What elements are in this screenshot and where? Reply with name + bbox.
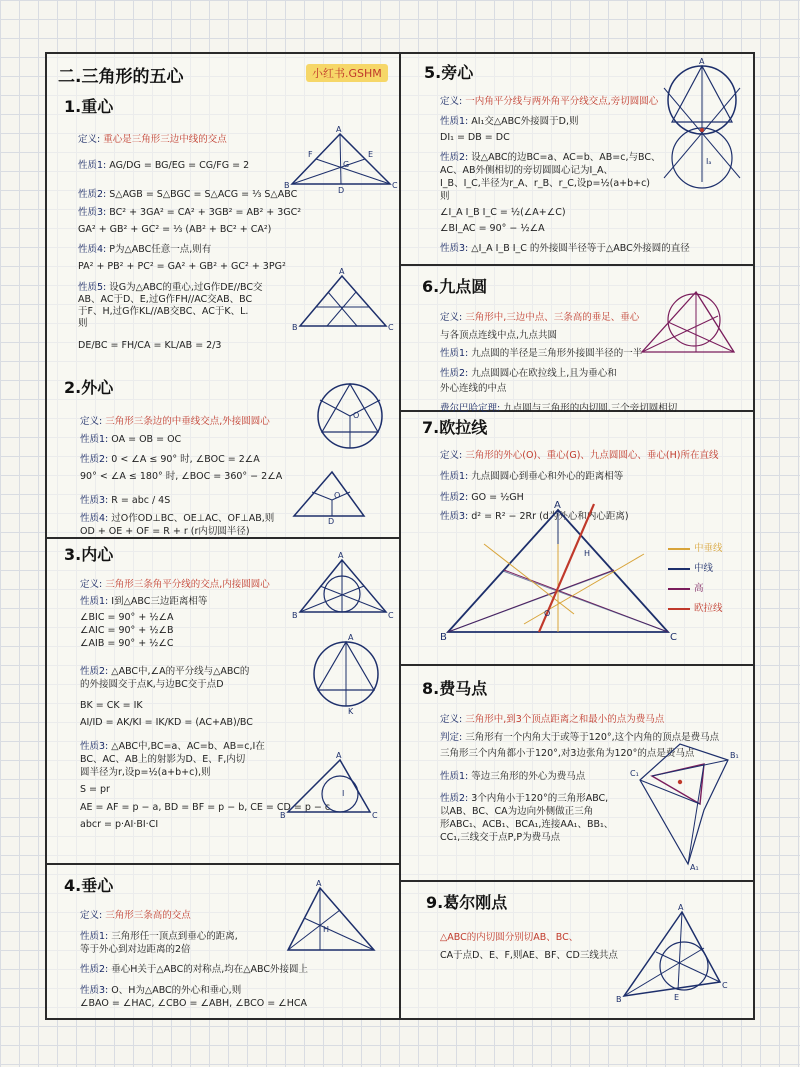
s5-line xyxy=(440,223,545,235)
s3-line xyxy=(80,819,158,831)
s6-line xyxy=(440,403,677,415)
svg-text:E: E xyxy=(368,150,374,159)
s3-line xyxy=(80,717,253,729)
s3-line xyxy=(80,700,143,712)
property-text: △ABC中,∠A的平分线与△ABC的 xyxy=(111,666,250,677)
property-text: AG/DG = BG/EG = CG/FG = 2 xyxy=(109,160,250,171)
property-text: 于F、H,过G作KL//AB交BC、AC于K、L. xyxy=(78,306,249,317)
property-text: 外心连线的中点 xyxy=(440,383,507,394)
s1-line xyxy=(78,294,252,306)
s4-line xyxy=(80,998,307,1010)
legend-item xyxy=(668,600,723,614)
property-text: 0 < ∠A ≤ 90° 时, ∠BOC = 2∠A xyxy=(111,454,260,465)
property-label: 性质3: xyxy=(440,243,472,254)
property-text: 的外接圆交于点K,与边BC交于点D xyxy=(80,679,224,690)
property-label: 性质2: xyxy=(80,964,112,975)
s3-line xyxy=(80,741,265,753)
property-text: OA = OB = OC xyxy=(111,434,182,445)
section-title-excenter: 5.旁心 xyxy=(424,63,474,82)
svg-text:A: A xyxy=(678,903,684,912)
gergonne-point-diagram xyxy=(616,903,730,1004)
property-label: 性质1: xyxy=(80,596,112,607)
s8-line xyxy=(440,714,665,726)
svg-text:O: O xyxy=(544,609,551,618)
s9-line xyxy=(440,950,618,962)
s6-line xyxy=(440,348,643,360)
incenter-tangent-diagram xyxy=(280,751,380,820)
s9-line xyxy=(440,932,578,944)
property-text: GO = ½GH xyxy=(471,492,524,503)
svg-text:C: C xyxy=(372,811,378,820)
property-text: 则 xyxy=(440,191,450,202)
property-text: CC₁,三线交于点P,P为费马点 xyxy=(440,832,561,843)
s2-line xyxy=(80,513,274,525)
s3-line xyxy=(80,802,331,814)
s1-line xyxy=(78,282,263,294)
section-title-centroid: 1.重心 xyxy=(64,97,114,116)
svg-text:H: H xyxy=(584,549,591,558)
circumcircle-diagram xyxy=(310,378,390,454)
svg-text:D: D xyxy=(338,186,345,195)
property-label: 性质2: xyxy=(80,666,112,677)
property-text: BC、AC、AB上的射影为D、E、F,内切 xyxy=(80,754,246,765)
property-label: 性质2: xyxy=(80,454,112,465)
property-label: 性质3: xyxy=(80,495,112,506)
svg-text:D: D xyxy=(328,517,335,526)
s4-line xyxy=(80,944,191,956)
s3-line xyxy=(80,679,224,691)
s3-line xyxy=(80,638,174,650)
legend-item xyxy=(668,540,723,554)
property-text: 九点圆的半径是三角形外接圆半径的一半 xyxy=(471,348,643,359)
property-label: 定义: xyxy=(440,450,466,461)
s1-line xyxy=(78,189,298,201)
property-text: DI₁ = DB = DC xyxy=(440,132,510,143)
property-text: 三角形三个内角都小于120°,对3边张角为120°的点是费马点 xyxy=(440,748,695,759)
legend-label: 中垂线 xyxy=(694,543,723,554)
s6-line xyxy=(440,330,557,342)
svg-text:F: F xyxy=(308,150,313,159)
property-text: AI/ID = AK/KI = IK/KD = (AC+AB)/BC xyxy=(80,717,253,728)
property-text: 三角形三条角平分线的交点,内接圆圆心 xyxy=(105,579,270,590)
property-label: 性质2: xyxy=(78,189,110,200)
property-label: 性质4: xyxy=(80,513,112,524)
property-label: 费尔巴哈定理: xyxy=(440,403,504,414)
s2-line xyxy=(80,471,282,483)
property-text: BC² + 3GA² = CA² + 3GB² = AB² + 3GC² xyxy=(109,207,302,218)
centroid-diagram xyxy=(284,125,398,195)
property-text: ∠BI_AC = 90° − ½∠A xyxy=(440,223,545,234)
s3-line xyxy=(80,767,211,779)
svg-text:E: E xyxy=(674,993,680,1002)
nine-point-circle-diagram xyxy=(638,286,738,358)
property-text: 以AB、BC、CA为边向外侧做正三角 xyxy=(440,806,594,817)
svg-text:C: C xyxy=(670,632,677,643)
svg-text:O: O xyxy=(353,411,360,420)
svg-text:C: C xyxy=(388,323,394,332)
property-text: I到△ABC三边距离相等 xyxy=(111,596,208,607)
svg-text:B: B xyxy=(292,323,298,332)
source-badge: 小红书.GSHM xyxy=(306,64,388,82)
section-title-gergonne-point: 9.葛尔刚点 xyxy=(426,893,508,912)
s7-line xyxy=(440,471,623,483)
s1-line xyxy=(78,318,88,330)
property-text: 三角形有一个内角大于或等于120°,这个内角的顶点是费马点 xyxy=(465,732,720,743)
property-label: 性质1: xyxy=(440,116,472,127)
property-text: 三角形中,三边中点、三条高的垂足、垂心 xyxy=(465,312,640,323)
svg-text:B: B xyxy=(280,811,286,820)
s5-line xyxy=(440,191,450,203)
property-text: 设G为△ABC的重心,过G作DE//BC交 xyxy=(109,282,263,293)
property-label: 性质1: xyxy=(80,931,112,942)
svg-text:A: A xyxy=(316,879,322,888)
s7-line xyxy=(440,492,524,504)
svg-text:A: A xyxy=(348,633,354,642)
section-title-circumcenter: 2.外心 xyxy=(64,378,114,397)
s5-line xyxy=(440,116,579,128)
property-text: d² = R² − 2Rr (d为外心和内心距离) xyxy=(471,511,629,522)
property-label: 性质2: xyxy=(440,492,472,503)
property-text: 三角形的外心(O)、重心(G)、九点圆圆心、垂心(H)所在直线 xyxy=(465,450,719,461)
property-label: 性质2: xyxy=(440,793,472,804)
s1-line xyxy=(78,340,221,352)
s8-line xyxy=(440,771,585,783)
property-text: △ABC的内切圆分别切AB、BC、 xyxy=(440,932,579,943)
s3-line xyxy=(80,579,270,591)
property-text: 九点圆圆心在欧拉线上,且为垂心和 xyxy=(471,368,617,379)
property-text: S△AGB = S△BGC = S△ACG = ⅓ S△ABC xyxy=(109,189,298,200)
svg-text:B₁: B₁ xyxy=(730,751,739,760)
s7-line xyxy=(440,450,718,462)
svg-text:C: C xyxy=(388,611,394,620)
svg-text:K: K xyxy=(348,707,354,716)
property-text: 等边三角形的外心为费马点 xyxy=(471,771,586,782)
svg-text:B: B xyxy=(292,611,298,620)
property-text: O、H为△ABC的外心和垂心,则 xyxy=(111,985,242,996)
s5-line xyxy=(440,132,510,144)
s5-line xyxy=(440,96,658,108)
property-text: 三角形中,到3个顶点距离之和最小的点为费马点 xyxy=(465,714,665,725)
property-text: abcr = p·AI·BI·CI xyxy=(80,819,159,830)
s4-line xyxy=(80,985,241,997)
section-title-orthocenter: 4.垂心 xyxy=(64,876,114,895)
property-text: 圆半径为r,设p=½(a+b+c),则 xyxy=(80,767,211,778)
svg-text:I: I xyxy=(342,789,345,798)
s5-line xyxy=(440,178,650,190)
s6-line xyxy=(440,312,639,324)
svg-text:A: A xyxy=(336,751,342,760)
s8-line xyxy=(440,793,608,805)
property-text: 重心是三角形三边中线的交点 xyxy=(103,134,227,145)
property-text: ∠AIC = 90° + ½∠B xyxy=(80,625,174,636)
s3-line xyxy=(80,612,174,624)
section-title-incenter: 3.内心 xyxy=(64,545,114,564)
fermat-point-diagram xyxy=(632,740,742,870)
property-text: CA于点D、E、F,则AE、BF、CD三线共点 xyxy=(440,950,618,961)
section-title-nine-point-circle: 6.九点圆 xyxy=(422,277,488,296)
property-label: 性质3: xyxy=(80,985,112,996)
s5-line xyxy=(440,165,613,177)
property-text: ∠AIB = 90° + ½∠C xyxy=(80,638,174,649)
property-label: 性质4: xyxy=(78,244,110,255)
incenter-circumcircle-diagram xyxy=(306,633,386,716)
property-text: ∠BIC = 90° + ½∠A xyxy=(80,612,174,623)
svg-text:B: B xyxy=(616,995,622,1004)
property-text: 90° < ∠A ≤ 180° 时, ∠BOC = 360° − 2∠A xyxy=(80,471,283,482)
property-text: AC、AB外侧相切的旁切圆圆心记为I_A、 xyxy=(440,165,614,176)
svg-text:B: B xyxy=(284,181,290,190)
svg-text:A: A xyxy=(699,57,705,66)
property-label: 性质1: xyxy=(440,471,472,482)
s1-line xyxy=(78,261,286,273)
s1-line xyxy=(78,224,271,236)
centroid-parallel-diagram xyxy=(292,267,394,334)
s2-line xyxy=(80,526,250,538)
s2-line xyxy=(80,454,260,466)
s6-line xyxy=(440,368,617,380)
property-text: R = abc / 4S xyxy=(111,495,171,506)
property-label: 性质2: xyxy=(440,368,472,379)
property-text: 与各顶点连线中点,九点共圆 xyxy=(440,330,558,341)
s2-line xyxy=(80,416,270,428)
excenter-diagram xyxy=(654,58,750,198)
property-text: 3个内角小于120°的三角形ABC, xyxy=(471,793,609,804)
svg-text:O: O xyxy=(334,491,341,500)
s1-line xyxy=(78,160,249,172)
orthocenter-diagram xyxy=(284,879,380,956)
svg-text:A: A xyxy=(338,551,344,560)
s3-line xyxy=(80,625,174,637)
property-text: DE/BC = FH/CA = KL/AB = 2/3 xyxy=(78,340,222,351)
property-label: 性质3: xyxy=(80,741,112,752)
s8-line xyxy=(440,819,613,831)
property-text: 设△ABC的边BC=a、AC=b、AB=c,与BC、 xyxy=(471,152,661,163)
s4-line xyxy=(80,964,308,976)
svg-text:C₁: C₁ xyxy=(630,769,639,778)
property-label: 性质1: xyxy=(440,771,472,782)
property-text: △ABC中,BC=a、AC=b、AB=c,I在 xyxy=(111,741,265,752)
section-title-fermat-point: 8.费马点 xyxy=(422,679,488,698)
legend-label: 高 xyxy=(694,583,704,594)
property-label: 定义: xyxy=(440,312,466,323)
s8-line xyxy=(440,806,593,818)
s3-line xyxy=(80,666,249,678)
property-label: 定义: xyxy=(80,416,106,427)
property-label: 定义: xyxy=(440,96,466,107)
property-text: 九点圆圆心到垂心和外心的距离相等 xyxy=(471,471,624,482)
s2-line xyxy=(80,434,181,446)
property-text: I_B、I_C,半径为r_A、r_B、r_C,设p=½(a+b+c) xyxy=(440,178,651,189)
legend-label: 中线 xyxy=(694,563,714,574)
s5-line xyxy=(440,207,566,219)
legend-label: 欧拉线 xyxy=(694,603,723,614)
property-label: 判定: xyxy=(440,732,466,743)
euler-line-diagram xyxy=(440,500,677,643)
svg-text:C: C xyxy=(392,181,398,190)
s6-line xyxy=(440,383,507,395)
svg-text:B: B xyxy=(440,632,447,643)
section-title-euler-line: 7.欧拉线 xyxy=(422,418,488,437)
property-label: 定义: xyxy=(80,579,106,590)
svg-text:A₁: A₁ xyxy=(690,863,699,872)
property-label: 定义: xyxy=(440,714,466,725)
svg-text:A: A xyxy=(336,125,342,134)
svg-text:C: C xyxy=(722,981,728,990)
s3-line xyxy=(80,784,110,796)
property-text: ∠I_A I_B I_C = ½(∠A+∠C) xyxy=(440,207,566,218)
property-label: 性质1: xyxy=(80,434,112,445)
s3-line xyxy=(80,754,245,766)
circumcenter-distance-diagram xyxy=(290,468,370,524)
s1-line xyxy=(78,207,302,219)
property-text: PA² + PB² + PC² = GA² + GB² + GC² + 3PG² xyxy=(78,261,286,272)
property-text: △I_A I_B I_C 的外接圆半径等于△ABC外接圆的直径 xyxy=(471,243,690,254)
property-text: 形ABC₁、ACB₁、BCA₁,连接AA₁、BB₁、 xyxy=(440,819,614,830)
s4-line xyxy=(80,910,191,922)
property-label: 性质2: xyxy=(440,152,472,163)
property-text: 一内角平分线与两外角平分线交点,旁切圆圆心 xyxy=(465,96,659,107)
property-text: 垂心H关于△ABC的对称点,均在△ABC外接圆上 xyxy=(111,964,309,975)
property-label: 性质3: xyxy=(78,207,110,218)
property-label: 性质1: xyxy=(440,348,472,359)
property-text: 三角形任一顶点到垂心的距离, xyxy=(111,931,238,942)
property-text: BK = CK = IK xyxy=(80,700,143,711)
property-text: OD + OE + OF = R + r (r内切圆半径) xyxy=(80,526,250,537)
property-text: 则 xyxy=(78,318,88,329)
property-text: AI₁交△ABC外接圆于D,则 xyxy=(471,116,579,127)
property-text: 过O作OD⊥BC、OE⊥AC、OF⊥AB,则 xyxy=(111,513,275,524)
svg-text:G: G xyxy=(343,160,350,169)
svg-text:A: A xyxy=(554,500,561,511)
s4-line xyxy=(80,931,238,943)
svg-text:A: A xyxy=(339,267,345,276)
page-title: 二.三角形的五心 xyxy=(58,67,184,87)
property-label: 性质3: xyxy=(440,511,472,522)
legend-item xyxy=(668,560,713,574)
property-text: 三角形三条高的交点 xyxy=(105,910,191,921)
property-text: AB、AC于D、E,过G作FH//AC交AB、BC xyxy=(78,294,253,305)
s5-line xyxy=(440,152,661,164)
property-text: 三角形三条边的中垂线交点,外接圆圆心 xyxy=(105,416,270,427)
property-label: 性质5: xyxy=(78,282,110,293)
svg-text:Iₐ: Iₐ xyxy=(706,157,712,166)
incircle-diagram xyxy=(292,551,394,620)
property-label: 定义: xyxy=(80,910,106,921)
property-label: 定义: xyxy=(78,134,104,145)
property-text: GA² + GB² + GC² = ⅓ (AB² + BC² + CA²) xyxy=(78,224,272,235)
property-text: ∠BAO = ∠HAC, ∠CBO = ∠ABH, ∠BCO = ∠HCA xyxy=(80,998,307,1009)
s3-line xyxy=(80,596,207,608)
property-text: AE = AF = p − a, BD = BF = p − b, CE = CD = p − c xyxy=(80,802,331,813)
property-label: 性质1: xyxy=(78,160,110,171)
property-text: S = pr xyxy=(80,784,110,795)
s8-line xyxy=(440,832,560,844)
svg-text:H: H xyxy=(323,925,330,934)
s1-line xyxy=(78,134,227,146)
s1-line xyxy=(78,306,248,318)
property-text: 等于外心到对边距离的2倍 xyxy=(80,944,191,955)
s2-line xyxy=(80,495,170,507)
s1-line xyxy=(78,244,211,256)
property-text: P为△ABC任意一点,则有 xyxy=(109,244,212,255)
property-text: 九点圆与三角形的内切圆,三个旁切圆相切 xyxy=(503,403,678,414)
s5-line xyxy=(440,243,690,255)
